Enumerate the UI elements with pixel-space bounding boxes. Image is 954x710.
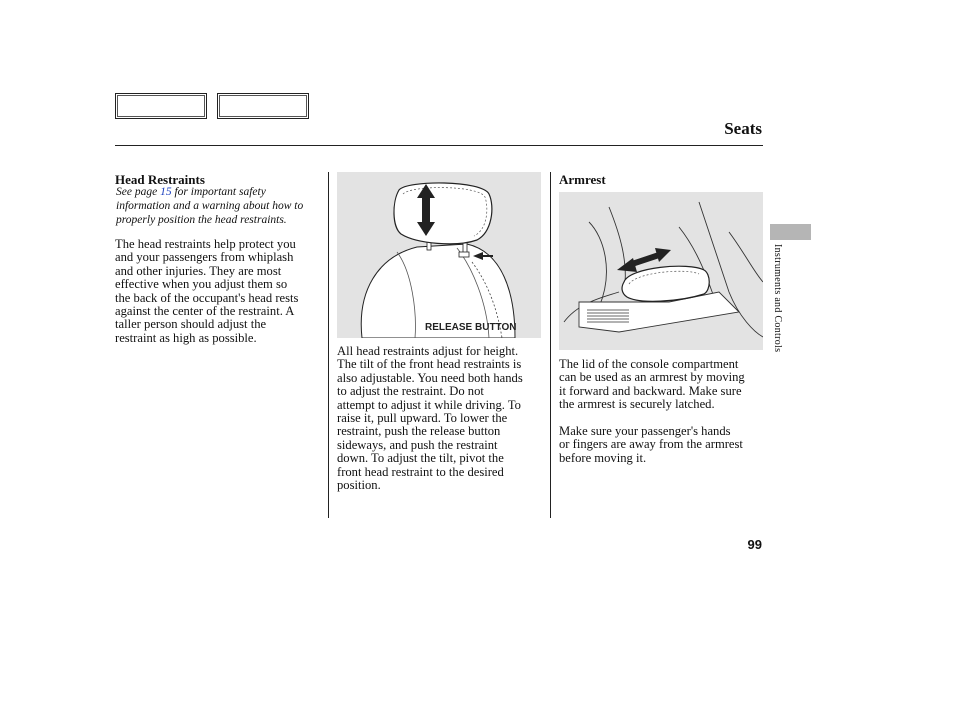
text-line: The lid of the console compartment <box>559 357 739 371</box>
text-line: before moving it. <box>559 450 647 465</box>
text-line: against the center of the restraint. A <box>115 304 295 319</box>
text-line: effective when you adjust them so <box>115 277 288 292</box>
text-line: and your passengers from whiplash <box>115 250 294 265</box>
text-line: can be used as an armrest by moving <box>559 370 745 385</box>
head-restraint-caption <box>337 345 523 492</box>
title-divider <box>115 145 763 146</box>
text-line: down. To adjust the tilt, pivot the <box>337 451 504 466</box>
section-label: Instruments and Controls <box>772 244 783 353</box>
text-line: it forward and backward. Make sure <box>559 383 742 398</box>
note-text: See page <box>116 186 161 198</box>
text-line: and other injuries. They are most <box>115 263 282 278</box>
nav-button-main-menu[interactable] <box>115 93 207 119</box>
head-restraint-illustration <box>337 172 541 338</box>
column-divider <box>328 172 329 518</box>
text-line: attempt to adjust it while driving. To <box>337 397 521 412</box>
armrest-heading: Armrest <box>559 172 606 187</box>
head-restraints-paragraph <box>115 238 298 345</box>
column-divider <box>550 172 551 518</box>
text-line: Make sure your passenger's hands <box>559 424 731 438</box>
text-line: or fingers are away from the armrest <box>559 437 743 452</box>
armrest-illustration <box>559 192 763 350</box>
text-line: position. <box>337 478 381 493</box>
section-tab[interactable] <box>770 224 811 240</box>
release-button-label: RELEASE BUTTON <box>425 322 517 333</box>
text-line: The tilt of the front head restraints is <box>337 357 522 372</box>
text-line: restraint, push the release button <box>337 424 501 439</box>
page-number: 99 <box>747 537 762 552</box>
safety-note <box>116 185 303 227</box>
note-text: for important safety <box>171 186 266 198</box>
text-line: the back of the occupant's head rests <box>115 290 299 305</box>
head-restraints-heading: Head Restraints <box>115 172 205 187</box>
text-line: to adjust the restraint. Do not <box>337 384 484 399</box>
text-line: restraint as high as possible. <box>115 330 257 345</box>
note-text: information and a warning about how to <box>116 200 304 212</box>
page-link[interactable]: 15 <box>160 186 172 198</box>
armrest-paragraph-1 <box>559 358 745 412</box>
text-line: The head restraints help protect you <box>115 237 296 251</box>
text-line: taller person should adjust the <box>115 317 267 332</box>
text-line: front head restraint to the desired <box>337 464 504 479</box>
text-line: raise it, pull upward. To lower the <box>337 411 508 426</box>
note-text: properly position the head restraints. <box>116 214 287 226</box>
text-line: sideways, and push the restraint <box>337 437 498 452</box>
head-restraint-drawing <box>337 172 541 338</box>
nav-button-table-of-contents[interactable] <box>217 93 309 119</box>
text-line: All head restraints adjust for height. <box>337 344 519 358</box>
page-title: Seats <box>724 119 762 138</box>
text-line: the armrest is securely latched. <box>559 397 715 412</box>
text-line: also adjustable. You need both hands <box>337 370 523 385</box>
armrest-paragraph-2 <box>559 425 743 465</box>
armrest-drawing <box>559 192 763 350</box>
